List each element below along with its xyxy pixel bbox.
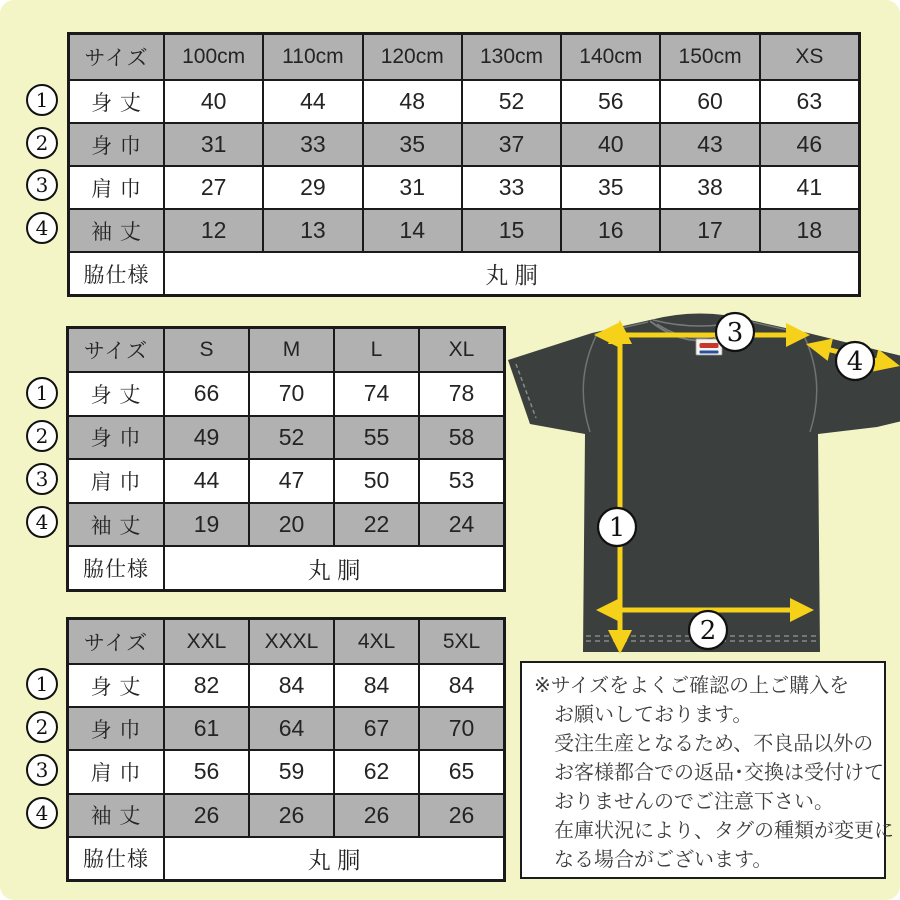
row-marker-2: 2	[26, 420, 58, 452]
diagram-marker-3	[716, 313, 754, 351]
row-label-cell: 身 巾	[69, 417, 163, 459]
row-marker-4: 4	[26, 797, 58, 829]
column-header-cell: 4XL	[335, 620, 418, 663]
row-label-cell: 袖 丈	[70, 210, 163, 251]
tshirt-measurement-diagram	[500, 300, 900, 660]
note-line: おりませんのでご注意下さい。	[554, 791, 834, 813]
value-cell: 35	[364, 124, 461, 165]
row-label-cell: 袖 丈	[69, 504, 163, 546]
column-header-cell: 5XL	[420, 620, 503, 663]
footer-value-cell: 丸 胴	[165, 838, 503, 879]
row-label-cell: 肩 巾	[69, 460, 163, 502]
value-cell: 59	[250, 751, 333, 792]
value-cell: 38	[661, 167, 758, 208]
value-cell: 12	[165, 210, 262, 251]
value-cell: 56	[562, 81, 659, 122]
row-marker-3: 3	[26, 463, 58, 495]
value-cell: 62	[335, 751, 418, 792]
value-cell: 20	[250, 504, 333, 546]
column-header-cell: 100cm	[165, 35, 262, 79]
size-table-kids	[67, 32, 861, 297]
purchase-note	[520, 661, 894, 879]
value-cell: 49	[165, 417, 248, 459]
footer-value-cell: 丸 胴	[165, 253, 858, 294]
value-cell: 16	[562, 210, 659, 251]
column-header-cell: M	[250, 329, 333, 371]
column-header-cell: 130cm	[463, 35, 560, 79]
row-marker-4: 4	[26, 212, 58, 244]
size-header-cell: サイズ	[69, 329, 163, 371]
column-header-cell: 150cm	[661, 35, 758, 79]
value-cell: 50	[335, 460, 418, 502]
row-label-cell: 身 巾	[69, 708, 163, 749]
value-cell: 17	[661, 210, 758, 251]
value-cell: 33	[264, 124, 361, 165]
value-cell: 60	[661, 81, 758, 122]
row-marker-1: 1	[26, 668, 58, 700]
row-marker-4: 4	[26, 506, 58, 538]
value-cell: 35	[562, 167, 659, 208]
svg-text:4: 4	[846, 347, 864, 377]
svg-text:3: 3	[726, 318, 744, 348]
value-cell: 15	[463, 210, 560, 251]
value-cell: 65	[420, 751, 503, 792]
value-cell: 74	[335, 373, 418, 415]
row-label-cell: 身 巾	[70, 124, 163, 165]
row-marker-1: 1	[26, 84, 58, 116]
column-header-cell: XS	[761, 35, 858, 79]
column-header-cell: XXL	[165, 620, 248, 663]
footer-value-cell: 丸 胴	[165, 547, 503, 589]
value-cell: 70	[420, 708, 503, 749]
value-cell: 26	[250, 795, 333, 836]
column-header-cell: L	[335, 329, 418, 371]
value-cell: 84	[420, 665, 503, 706]
value-cell: 22	[335, 504, 418, 546]
diagram-marker-2	[689, 611, 727, 649]
value-cell: 40	[165, 81, 262, 122]
note-line: ※サイズをよくご確認の上ご購入を	[534, 675, 850, 697]
value-cell: 29	[264, 167, 361, 208]
value-cell: 26	[335, 795, 418, 836]
value-cell: 31	[165, 124, 262, 165]
row-label-cell: 袖 丈	[69, 795, 163, 836]
value-cell: 52	[463, 81, 560, 122]
value-cell: 63	[761, 81, 858, 122]
value-cell: 47	[250, 460, 333, 502]
column-header-cell: 140cm	[562, 35, 659, 79]
column-header-cell: S	[165, 329, 248, 371]
note-line: お客様都合での返品･交換は受付けて	[554, 762, 884, 784]
row-marker-2: 2	[26, 127, 58, 159]
value-cell: 43	[661, 124, 758, 165]
value-cell: 64	[250, 708, 333, 749]
value-cell: 67	[335, 708, 418, 749]
value-cell: 70	[250, 373, 333, 415]
row-label-cell: 身 丈	[70, 81, 163, 122]
value-cell: 53	[420, 460, 503, 502]
diagram-marker-1	[598, 508, 636, 546]
value-cell: 46	[761, 124, 858, 165]
value-cell: 33	[463, 167, 560, 208]
size-table-big	[66, 617, 506, 882]
note-line: なる場合がございます。	[554, 849, 773, 871]
value-cell: 52	[250, 417, 333, 459]
note-line: 在庫状況により、タグの種類が変更に	[554, 820, 894, 842]
row-label-cell: 肩 巾	[70, 167, 163, 208]
value-cell: 61	[165, 708, 248, 749]
row-marker-1: 1	[26, 377, 58, 409]
row-label-cell: 肩 巾	[69, 751, 163, 792]
value-cell: 27	[165, 167, 262, 208]
value-cell: 26	[165, 795, 248, 836]
size-table-adult	[66, 326, 506, 592]
svg-text:2: 2	[699, 616, 717, 646]
row-label-cell: 身 丈	[69, 665, 163, 706]
row-marker-3: 3	[26, 169, 58, 201]
value-cell: 31	[364, 167, 461, 208]
row-marker-3: 3	[26, 754, 58, 786]
value-cell: 37	[463, 124, 560, 165]
value-cell: 84	[335, 665, 418, 706]
footer-label-cell: 脇仕様	[69, 838, 163, 879]
value-cell: 55	[335, 417, 418, 459]
size-header-cell: サイズ	[70, 35, 163, 79]
row-label-cell: 身 丈	[69, 373, 163, 415]
column-header-cell: XXXL	[250, 620, 333, 663]
value-cell: 13	[264, 210, 361, 251]
value-cell: 66	[165, 373, 248, 415]
value-cell: 26	[420, 795, 503, 836]
footer-label-cell: 脇仕様	[70, 253, 163, 294]
value-cell: 84	[250, 665, 333, 706]
value-cell: 82	[165, 665, 248, 706]
value-cell: 44	[165, 460, 248, 502]
value-cell: 40	[562, 124, 659, 165]
value-cell: 18	[761, 210, 858, 251]
value-cell: 41	[761, 167, 858, 208]
footer-label-cell: 脇仕様	[69, 547, 163, 589]
note-line: お願いしております。	[554, 704, 753, 726]
value-cell: 58	[420, 417, 503, 459]
column-header-cell: 120cm	[364, 35, 461, 79]
diagram-marker-4	[836, 342, 874, 380]
value-cell: 78	[420, 373, 503, 415]
svg-text:1: 1	[608, 513, 626, 543]
value-cell: 48	[364, 81, 461, 122]
value-cell: 56	[165, 751, 248, 792]
value-cell: 24	[420, 504, 503, 546]
note-line: 受注生産となるため、不良品以外の	[554, 733, 874, 755]
value-cell: 14	[364, 210, 461, 251]
row-marker-2: 2	[26, 711, 58, 743]
column-header-cell: 110cm	[264, 35, 361, 79]
size-header-cell: サイズ	[69, 620, 163, 663]
column-header-cell: XL	[420, 329, 503, 371]
value-cell: 19	[165, 504, 248, 546]
value-cell: 44	[264, 81, 361, 122]
